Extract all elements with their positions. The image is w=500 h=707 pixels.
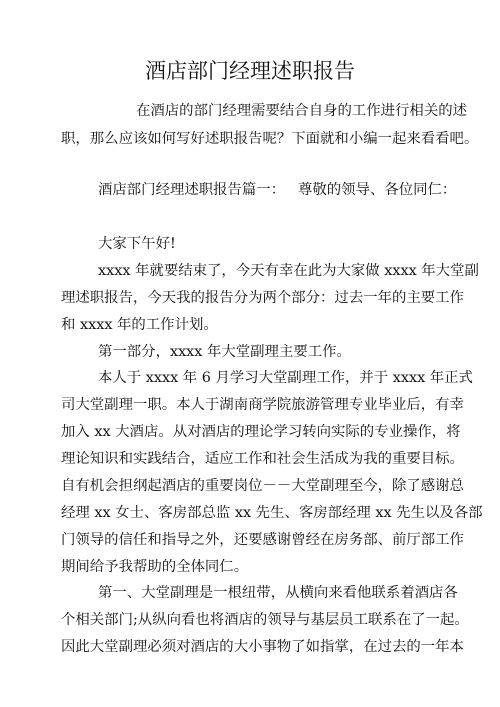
- body-line: 个相关部门;从纵向看也将酒店的领导与基层员工联系在了一起。: [61, 612, 469, 628]
- body-line: 期间给予我帮助的全体同仁。: [61, 559, 249, 575]
- body-line: 理论知识和实践结合，适应工作和社会生活成为我的重要目标。: [61, 451, 464, 467]
- body-line: 经理 xx 女士、客房部总监 xx 先生、客房部经理 xx 先生以及各部: [61, 505, 483, 521]
- document-title: 酒店部门经理述职报告: [145, 59, 355, 83]
- body-line: 司大堂副理一职。本人于湖南商学院旅游管理专业毕业后，有幸: [61, 397, 464, 413]
- body-line: 门领导的信任和指导之外，还要感谢曾经在房务部、前厅部工作: [61, 532, 464, 548]
- body-line: 本人于 xxxx 年 6 月学习大堂副理工作，并于 xxxx 年正式: [98, 370, 473, 386]
- body-line: 因此大堂副理必须对酒店的大小事物了如指掌，在过去的一年本: [61, 639, 464, 655]
- body-line: 自有机会担纲起酒店的重要岗位－－大堂副理至今，除了感谢总: [61, 478, 464, 494]
- body-line: xxxx 年就要结束了，今天有幸在此为大家做 xxxx 年大堂副: [98, 263, 479, 279]
- salutation: 尊敬的领导、各位同仁：: [298, 182, 457, 198]
- body-line: 和 xxxx 年的工作计划。: [61, 317, 218, 333]
- greeting: 大家下午好!: [98, 236, 176, 252]
- body-line: 第一、大堂副理是一根纽带，从横向来看他联系着酒店各: [98, 585, 458, 601]
- body-line: 加入 xx 大酒店。从对酒店的理论学习转向实际的专业操作，将: [61, 424, 461, 440]
- intro-line: 职，那么应该如何写好述职报告呢？下面就和小编一起来看看吧。: [61, 131, 479, 147]
- body-line: 第一部分，xxxx 年大堂副理主要工作。: [98, 344, 351, 360]
- intro-line: 在酒店的部门经理需要结合自身的工作进行相关的述: [136, 103, 467, 119]
- section-heading: 酒店部门经理述职报告篇一：: [98, 182, 286, 198]
- body-line: 理述职报告，今天我的报告分为两个部分：过去一年的主要工作: [61, 290, 464, 306]
